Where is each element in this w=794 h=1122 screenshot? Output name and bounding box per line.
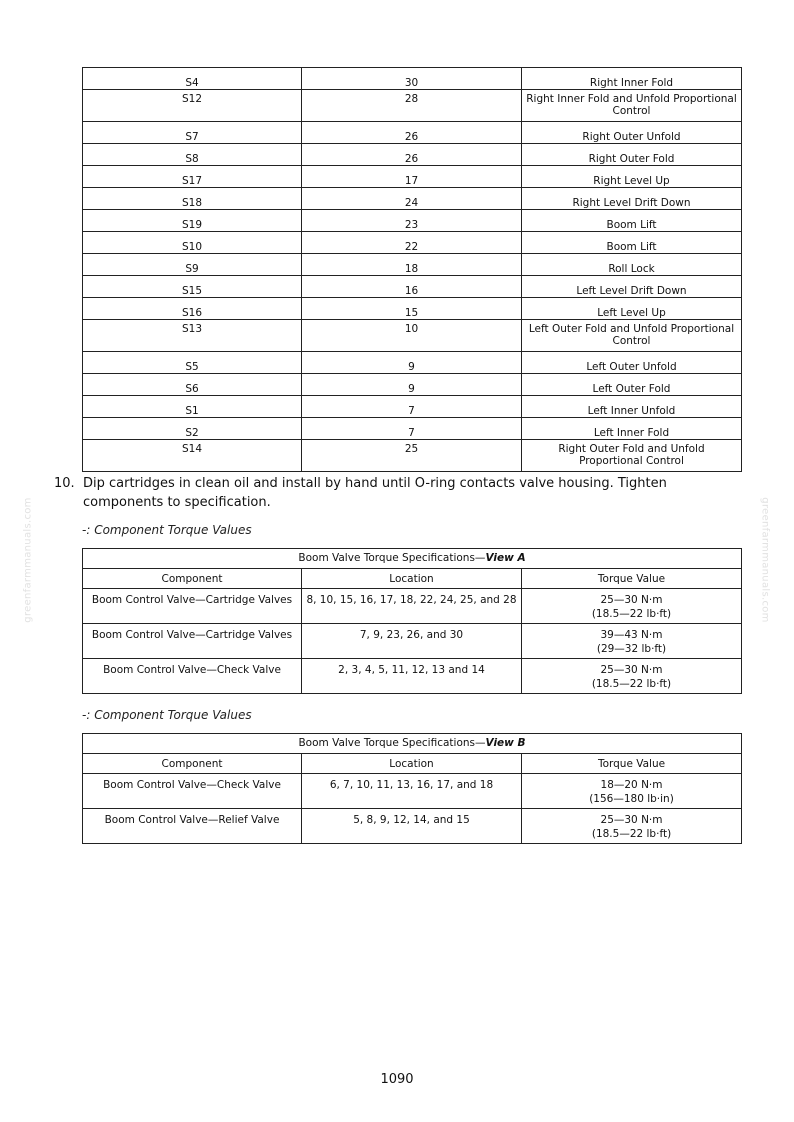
location-cell: 2, 3, 4, 5, 11, 12, 13 and 14 [302,659,522,694]
torque-metric: 18—20 N·m [600,779,663,791]
solenoid-cell: S18 [83,188,302,210]
torque-imperial: (156—180 lb·in) [589,793,674,805]
torque-table-view-a-body [83,589,742,694]
function-cell: Left Level Up [522,298,742,320]
table-row [83,320,742,352]
table-row [83,374,742,396]
table-header-row [83,569,742,589]
torque-metric: 25—30 N·m [600,814,663,826]
page-number: 1090 [380,1072,414,1087]
torque-value-cell [522,809,742,844]
port-cell: 16 [302,276,522,298]
table-row [83,774,742,809]
torque-value-cell [522,589,742,624]
function-cell: Boom Lift [522,232,742,254]
table-caption-view-b: -: Component Torque Values [82,708,252,722]
solenoid-cell: S17 [83,166,302,188]
solenoid-cell: S14 [83,440,302,472]
solenoid-cell: S9 [83,254,302,276]
torque-table-view-b-body [83,774,742,844]
location-cell: 6, 7, 10, 11, 13, 16, 17, and 18 [302,774,522,809]
solenoid-cell: S7 [83,122,302,144]
header-torque-value: Torque Value [522,569,742,589]
port-cell: 28 [302,90,522,122]
table-title-prefix: Boom Valve Torque Specifications— [298,737,486,749]
port-cell: 18 [302,254,522,276]
torque-value-cell [522,624,742,659]
solenoid-cell: S15 [83,276,302,298]
function-cell: Left Outer Unfold [522,352,742,374]
solenoid-cell: S1 [83,396,302,418]
torque-imperial: (18.5—22 lb·ft) [591,608,672,620]
torque-imperial: (18.5—22 lb·ft) [591,828,672,840]
procedure-step-10 [54,474,744,512]
function-cell: Left Inner Unfold [522,396,742,418]
port-cell: 10 [302,320,522,352]
torque-imperial: (18.5—22 lb·ft) [591,678,672,690]
step-number: 10. [54,476,75,491]
header-location: Location [302,569,522,589]
solenoid-cell: S16 [83,298,302,320]
port-cell: 30 [302,68,522,90]
port-cell: 26 [302,144,522,166]
port-cell: 7 [302,396,522,418]
table-title-view: View B [485,737,526,749]
solenoid-cell: S5 [83,352,302,374]
port-cell: 7 [302,418,522,440]
table-title-row [83,549,742,569]
table-row [83,144,742,166]
port-cell: 9 [302,352,522,374]
watermark-left: greenfarmmanuals.com [22,497,34,623]
port-cell: 9 [302,374,522,396]
table-title [83,734,742,754]
function-cell: Boom Lift [522,210,742,232]
function-cell: Right Inner Fold [522,68,742,90]
table-row [83,232,742,254]
solenoid-cell: S12 [83,90,302,122]
table-row [83,440,742,472]
port-cell: 26 [302,122,522,144]
torque-table-view-a [82,548,742,694]
function-cell: Right Level Up [522,166,742,188]
function-cell: Left Outer Fold [522,374,742,396]
table-row [83,589,742,624]
table-row [83,624,742,659]
table-row [83,418,742,440]
table-row [83,396,742,418]
torque-metric: 25—30 N·m [600,664,663,676]
table-header-row [83,754,742,774]
header-component: Component [83,754,302,774]
table-row [83,90,742,122]
table-row [83,352,742,374]
table-row [83,210,742,232]
function-cell: Right Level Drift Down [522,188,742,210]
header-component: Component [83,569,302,589]
table-row [83,298,742,320]
step-text: Dip cartridges in clean oil and install by hand until O-ring contacts valve housing. Tighten components to specification. [83,476,667,510]
function-cell: Right Outer Fold [522,144,742,166]
function-cell: Roll Lock [522,254,742,276]
location-cell: 5, 8, 9, 12, 14, and 15 [302,809,522,844]
table-title-view: View A [485,552,526,564]
solenoid-cell: S13 [83,320,302,352]
torque-table-view-b [82,733,742,844]
solenoid-port-table-body [83,68,742,472]
function-cell: Left Outer Fold and Unfold Proportional Control [522,320,742,352]
port-cell: 25 [302,440,522,472]
table-title [83,549,742,569]
table-row [83,68,742,90]
port-cell: 24 [302,188,522,210]
solenoid-cell: S6 [83,374,302,396]
table-row [83,166,742,188]
torque-metric: 39—43 N·m [600,629,663,641]
torque-imperial: (29—32 lb·ft) [596,643,667,655]
function-cell: Right Outer Fold and Unfold Proportional Control [522,440,742,472]
torque-value-cell [522,774,742,809]
function-cell: Right Outer Unfold [522,122,742,144]
component-cell: Boom Control Valve—Cartridge Valves [83,589,302,624]
solenoid-port-table [82,67,742,472]
table-row [83,254,742,276]
function-cell: Left Level Drift Down [522,276,742,298]
table-row [83,122,742,144]
table-row [83,188,742,210]
component-cell: Boom Control Valve—Cartridge Valves [83,624,302,659]
table-title-prefix: Boom Valve Torque Specifications— [298,552,486,564]
header-torque-value: Torque Value [522,754,742,774]
table-row [83,659,742,694]
location-cell: 7, 9, 23, 26, and 30 [302,624,522,659]
port-cell: 23 [302,210,522,232]
port-cell: 15 [302,298,522,320]
solenoid-cell: S8 [83,144,302,166]
component-cell: Boom Control Valve—Check Valve [83,774,302,809]
table-title-row [83,734,742,754]
table-caption-view-a: -: Component Torque Values [82,523,252,537]
solenoid-cell: S4 [83,68,302,90]
port-cell: 22 [302,232,522,254]
table-row [83,809,742,844]
table-row [83,276,742,298]
function-cell: Right Inner Fold and Unfold Proportional Control [522,90,742,122]
solenoid-cell: S2 [83,418,302,440]
component-cell: Boom Control Valve—Relief Valve [83,809,302,844]
function-cell: Left Inner Fold [522,418,742,440]
solenoid-cell: S19 [83,210,302,232]
port-cell: 17 [302,166,522,188]
torque-value-cell [522,659,742,694]
watermark-right: greenfarmmanuals.com [759,497,771,623]
solenoid-cell: S10 [83,232,302,254]
location-cell: 8, 10, 15, 16, 17, 18, 22, 24, 25, and 28 [302,589,522,624]
torque-metric: 25—30 N·m [600,594,663,606]
component-cell: Boom Control Valve—Check Valve [83,659,302,694]
header-location: Location [302,754,522,774]
